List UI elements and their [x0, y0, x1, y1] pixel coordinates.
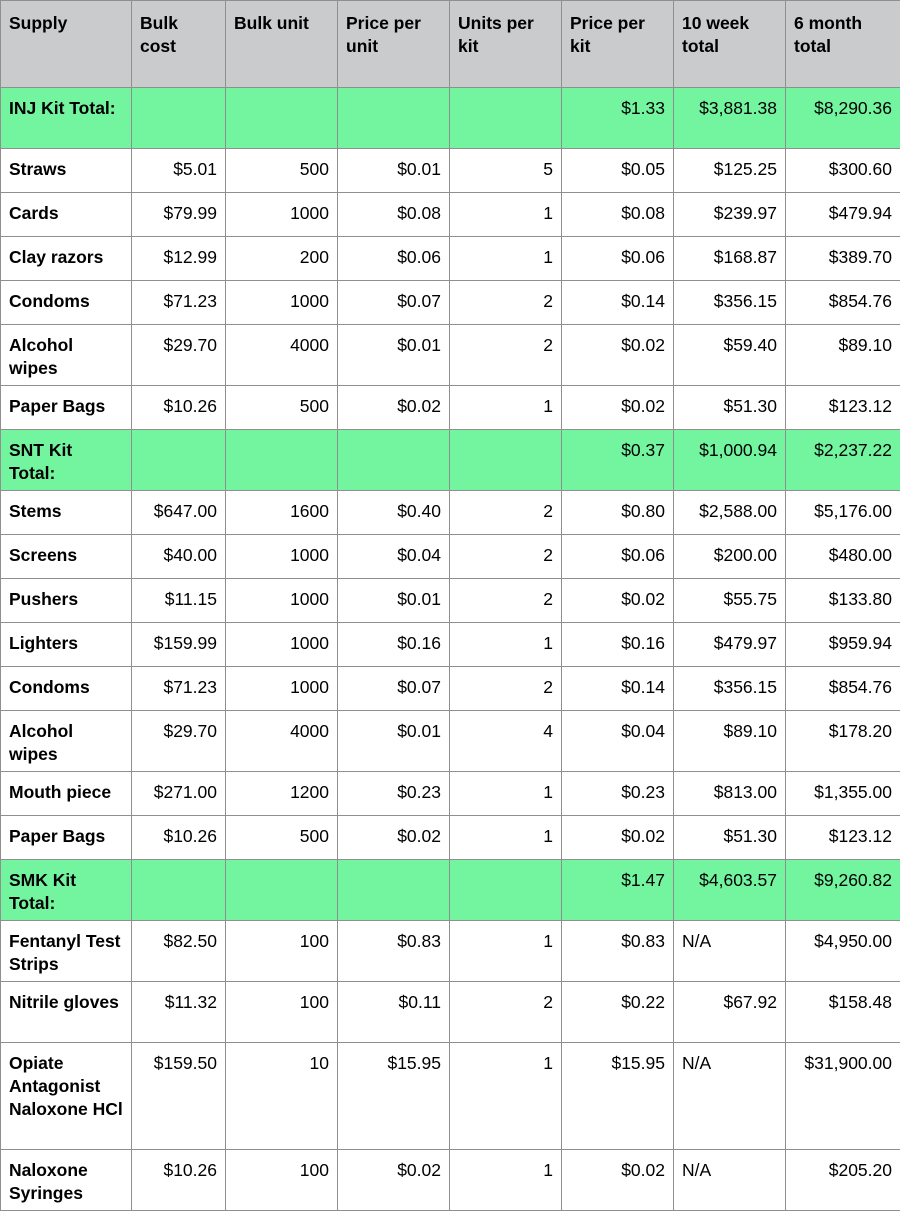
price-per-kit-cell: $0.05 [562, 149, 674, 193]
supply-name-cell: Paper Bags [1, 816, 132, 860]
bulk-unit-cell: 10 [226, 1043, 338, 1150]
supply-name-cell: Lighters [1, 623, 132, 667]
bulk-cost-cell [132, 430, 226, 491]
six-month-total-cell: $300.60 [786, 149, 900, 193]
units-per-kit-cell: 2 [450, 982, 562, 1043]
price-per-kit-cell: $0.14 [562, 281, 674, 325]
column-header: 10 week total [674, 1, 786, 88]
six-month-total-cell: $959.94 [786, 623, 900, 667]
six-month-total-cell: $1,355.00 [786, 772, 900, 816]
six-month-total-cell: $2,237.22 [786, 430, 900, 491]
bulk-cost-cell: $10.26 [132, 386, 226, 430]
supply-row [1, 921, 900, 982]
price-per-unit-cell [338, 430, 450, 491]
price-per-unit-cell: $0.04 [338, 535, 450, 579]
bulk-unit-cell: 200 [226, 237, 338, 281]
price-per-unit-cell: $15.95 [338, 1043, 450, 1150]
price-per-kit-cell: $0.83 [562, 921, 674, 982]
bulk-unit-cell: 1200 [226, 772, 338, 816]
price-per-unit-cell: $0.23 [338, 772, 450, 816]
bulk-cost-cell [132, 88, 226, 149]
bulk-unit-cell: 4000 [226, 325, 338, 386]
six-month-total-cell: $854.76 [786, 667, 900, 711]
units-per-kit-cell: 1 [450, 921, 562, 982]
ten-week-total-cell: N/A [674, 921, 786, 982]
price-per-kit-cell: $1.33 [562, 88, 674, 149]
ten-week-total-cell: $356.15 [674, 667, 786, 711]
bulk-unit-cell [226, 860, 338, 921]
price-per-kit-cell: $0.02 [562, 1150, 674, 1211]
column-header: Bulk cost [132, 1, 226, 88]
six-month-total-cell: $8,290.36 [786, 88, 900, 149]
six-month-total-cell: $4,950.00 [786, 921, 900, 982]
supply-name-cell: Alcohol wipes [1, 325, 132, 386]
supply-name-cell: Condoms [1, 281, 132, 325]
ten-week-total-cell: $479.97 [674, 623, 786, 667]
units-per-kit-cell: 2 [450, 491, 562, 535]
six-month-total-cell: $389.70 [786, 237, 900, 281]
ten-week-total-cell: $239.97 [674, 193, 786, 237]
bulk-cost-cell: $29.70 [132, 711, 226, 772]
price-per-unit-cell [338, 860, 450, 921]
bulk-cost-cell: $71.23 [132, 667, 226, 711]
bulk-unit-cell: 1000 [226, 667, 338, 711]
ten-week-total-cell: $3,881.38 [674, 88, 786, 149]
supply-name-cell: Condoms [1, 667, 132, 711]
price-per-kit-cell: $0.14 [562, 667, 674, 711]
bulk-unit-cell: 4000 [226, 711, 338, 772]
six-month-total-cell: $205.20 [786, 1150, 900, 1211]
bulk-unit-cell: 500 [226, 816, 338, 860]
units-per-kit-cell: 1 [450, 193, 562, 237]
bulk-cost-cell: $271.00 [132, 772, 226, 816]
units-per-kit-cell [450, 860, 562, 921]
price-per-unit-cell: $0.02 [338, 816, 450, 860]
price-per-kit-cell: $0.80 [562, 491, 674, 535]
bulk-unit-cell: 1600 [226, 491, 338, 535]
ten-week-total-cell: $89.10 [674, 711, 786, 772]
bulk-unit-cell: 500 [226, 149, 338, 193]
bulk-cost-cell: $29.70 [132, 325, 226, 386]
ten-week-total-cell: $1,000.94 [674, 430, 786, 491]
units-per-kit-cell: 4 [450, 711, 562, 772]
price-per-kit-cell: $0.08 [562, 193, 674, 237]
price-per-kit-cell: $0.06 [562, 535, 674, 579]
column-header: Price per kit [562, 1, 674, 88]
bulk-cost-cell [132, 860, 226, 921]
bulk-cost-cell: $647.00 [132, 491, 226, 535]
ten-week-total-cell: $813.00 [674, 772, 786, 816]
bulk-cost-cell: $82.50 [132, 921, 226, 982]
kit-total-row [1, 430, 900, 491]
price-per-kit-cell: $0.37 [562, 430, 674, 491]
price-per-kit-cell: $0.04 [562, 711, 674, 772]
bulk-unit-cell: 1000 [226, 623, 338, 667]
supply-name-cell: Straws [1, 149, 132, 193]
price-per-kit-cell: $0.02 [562, 386, 674, 430]
supply-row [1, 281, 900, 325]
six-month-total-cell: $31,900.00 [786, 1043, 900, 1150]
bulk-cost-cell: $159.99 [132, 623, 226, 667]
price-per-unit-cell: $0.07 [338, 281, 450, 325]
price-per-kit-cell: $0.22 [562, 982, 674, 1043]
ten-week-total-cell: $125.25 [674, 149, 786, 193]
bulk-cost-cell: $40.00 [132, 535, 226, 579]
units-per-kit-cell: 2 [450, 579, 562, 623]
column-header: Supply [1, 1, 132, 88]
supply-name-cell: Naloxone Syringes [1, 1150, 132, 1211]
price-per-unit-cell: $0.06 [338, 237, 450, 281]
supply-name-cell: SNT Kit Total: [1, 430, 132, 491]
bulk-unit-cell: 100 [226, 982, 338, 1043]
price-per-unit-cell: $0.01 [338, 579, 450, 623]
supply-name-cell: INJ Kit Total: [1, 88, 132, 149]
bulk-cost-cell: $71.23 [132, 281, 226, 325]
supply-row [1, 579, 900, 623]
bulk-unit-cell: 100 [226, 921, 338, 982]
six-month-total-cell: $9,260.82 [786, 860, 900, 921]
bulk-cost-cell: $11.15 [132, 579, 226, 623]
supply-name-cell: Clay razors [1, 237, 132, 281]
ten-week-total-cell: $168.87 [674, 237, 786, 281]
column-header: Price per unit [338, 1, 450, 88]
price-per-kit-cell: $15.95 [562, 1043, 674, 1150]
price-per-kit-cell: $0.02 [562, 325, 674, 386]
units-per-kit-cell: 2 [450, 325, 562, 386]
bulk-cost-cell: $5.01 [132, 149, 226, 193]
supply-row [1, 386, 900, 430]
price-per-unit-cell [338, 88, 450, 149]
ten-week-total-cell: $51.30 [674, 386, 786, 430]
ten-week-total-cell: $55.75 [674, 579, 786, 623]
supply-row [1, 193, 900, 237]
header-row [1, 1, 900, 88]
bulk-unit-cell: 1000 [226, 535, 338, 579]
kit-total-row [1, 860, 900, 921]
price-per-unit-cell: $0.07 [338, 667, 450, 711]
bulk-unit-cell: 100 [226, 1150, 338, 1211]
supply-name-cell: Nitrile gloves [1, 982, 132, 1043]
units-per-kit-cell: 1 [450, 816, 562, 860]
price-per-unit-cell: $0.40 [338, 491, 450, 535]
price-per-unit-cell: $0.01 [338, 325, 450, 386]
bulk-cost-cell: $11.32 [132, 982, 226, 1043]
supply-name-cell: SMK Kit Total: [1, 860, 132, 921]
supply-name-cell: Fentanyl Test Strips [1, 921, 132, 982]
supply-row [1, 772, 900, 816]
supply-row [1, 325, 900, 386]
units-per-kit-cell: 1 [450, 1150, 562, 1211]
table-header [1, 1, 900, 88]
six-month-total-cell: $133.80 [786, 579, 900, 623]
units-per-kit-cell: 1 [450, 772, 562, 816]
supply-row [1, 816, 900, 860]
price-per-kit-cell: $0.02 [562, 816, 674, 860]
supply-row [1, 237, 900, 281]
bulk-unit-cell: 1000 [226, 579, 338, 623]
price-per-unit-cell: $0.08 [338, 193, 450, 237]
column-header: Units per kit [450, 1, 562, 88]
supply-name-cell: Opiate Antagonist Naloxone HCl [1, 1043, 132, 1150]
units-per-kit-cell: 1 [450, 623, 562, 667]
six-month-total-cell: $123.12 [786, 386, 900, 430]
price-per-unit-cell: $0.16 [338, 623, 450, 667]
ten-week-total-cell: $200.00 [674, 535, 786, 579]
units-per-kit-cell [450, 88, 562, 149]
price-per-unit-cell: $0.83 [338, 921, 450, 982]
units-per-kit-cell [450, 430, 562, 491]
price-per-kit-cell: $0.06 [562, 237, 674, 281]
units-per-kit-cell: 1 [450, 386, 562, 430]
bulk-cost-cell: $10.26 [132, 1150, 226, 1211]
units-per-kit-cell: 2 [450, 281, 562, 325]
six-month-total-cell: $480.00 [786, 535, 900, 579]
price-per-unit-cell: $0.02 [338, 386, 450, 430]
ten-week-total-cell: $67.92 [674, 982, 786, 1043]
supply-row [1, 623, 900, 667]
bulk-cost-cell: $10.26 [132, 816, 226, 860]
supply-row [1, 1150, 900, 1211]
bulk-cost-cell: $12.99 [132, 237, 226, 281]
table-body [1, 88, 900, 1211]
ten-week-total-cell: N/A [674, 1150, 786, 1211]
price-per-unit-cell: $0.11 [338, 982, 450, 1043]
price-per-unit-cell: $0.01 [338, 711, 450, 772]
six-month-total-cell: $178.20 [786, 711, 900, 772]
ten-week-total-cell: $59.40 [674, 325, 786, 386]
bulk-unit-cell: 500 [226, 386, 338, 430]
supply-row [1, 982, 900, 1043]
units-per-kit-cell: 1 [450, 237, 562, 281]
units-per-kit-cell: 5 [450, 149, 562, 193]
units-per-kit-cell: 1 [450, 1043, 562, 1150]
supply-row [1, 667, 900, 711]
supply-name-cell: Cards [1, 193, 132, 237]
six-month-total-cell: $89.10 [786, 325, 900, 386]
supply-row [1, 711, 900, 772]
bulk-cost-cell: $159.50 [132, 1043, 226, 1150]
bulk-unit-cell [226, 430, 338, 491]
price-per-kit-cell: $1.47 [562, 860, 674, 921]
price-per-unit-cell: $0.02 [338, 1150, 450, 1211]
six-month-total-cell: $479.94 [786, 193, 900, 237]
price-per-kit-cell: $0.02 [562, 579, 674, 623]
supply-name-cell: Stems [1, 491, 132, 535]
price-per-kit-cell: $0.16 [562, 623, 674, 667]
units-per-kit-cell: 2 [450, 535, 562, 579]
units-per-kit-cell: 2 [450, 667, 562, 711]
supply-row [1, 149, 900, 193]
supply-row [1, 1043, 900, 1150]
kit-total-row [1, 88, 900, 149]
supply-row [1, 535, 900, 579]
bulk-cost-cell: $79.99 [132, 193, 226, 237]
bulk-unit-cell: 1000 [226, 281, 338, 325]
six-month-total-cell: $854.76 [786, 281, 900, 325]
column-header: Bulk unit [226, 1, 338, 88]
supply-row [1, 491, 900, 535]
ten-week-total-cell: $356.15 [674, 281, 786, 325]
ten-week-total-cell: $51.30 [674, 816, 786, 860]
six-month-total-cell: $158.48 [786, 982, 900, 1043]
six-month-total-cell: $123.12 [786, 816, 900, 860]
ten-week-total-cell: $2,588.00 [674, 491, 786, 535]
supply-name-cell: Alcohol wipes [1, 711, 132, 772]
supply-name-cell: Pushers [1, 579, 132, 623]
ten-week-total-cell: N/A [674, 1043, 786, 1150]
ten-week-total-cell: $4,603.57 [674, 860, 786, 921]
supply-name-cell: Mouth piece [1, 772, 132, 816]
supply-name-cell: Screens [1, 535, 132, 579]
column-header: 6 month total [786, 1, 900, 88]
bulk-unit-cell: 1000 [226, 193, 338, 237]
six-month-total-cell: $5,176.00 [786, 491, 900, 535]
price-per-kit-cell: $0.23 [562, 772, 674, 816]
bulk-unit-cell [226, 88, 338, 149]
price-per-unit-cell: $0.01 [338, 149, 450, 193]
supply-name-cell: Paper Bags [1, 386, 132, 430]
